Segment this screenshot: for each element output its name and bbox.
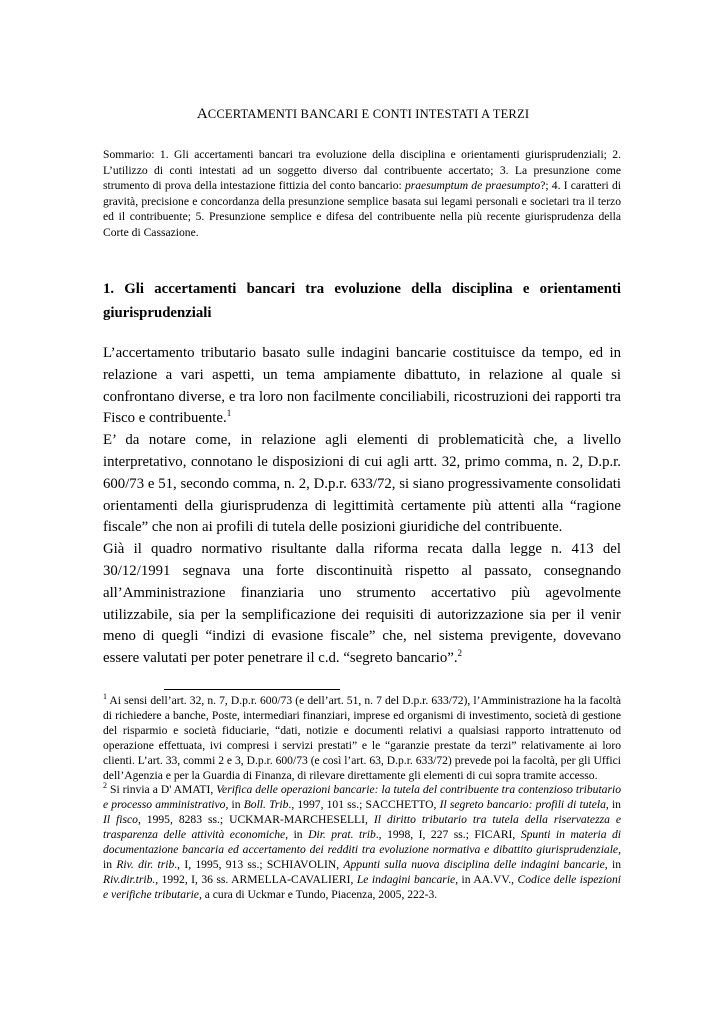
body-text <box>103 343 621 670</box>
paragraph-3 <box>103 539 621 670</box>
summary <box>103 147 621 241</box>
footnote-2-text: , in <box>285 828 309 842</box>
footnote-ref-2[interactable]: 2 <box>457 648 463 659</box>
footnote-2-citation: Il fisco <box>103 813 138 827</box>
footnote-2-text: Si rinvia a D' AMATI, <box>107 783 217 797</box>
footnote-2-text: ., 1997, 101 ss.; SACCHETTO, <box>288 798 440 812</box>
footnote-ref-1[interactable]: 1 <box>226 408 232 419</box>
footnote-2-text: in AA.VV., <box>458 872 518 886</box>
footnote-2-text: , in <box>103 843 621 871</box>
footnote-2-citation: Il diritto tributario tra tutela della riservatezza e trasparenza delle attività economiche <box>103 813 621 842</box>
footnote-2-text: , in <box>605 798 621 812</box>
footnote-mark-2: 2 <box>103 781 107 791</box>
footnote-2-citation: Spunti in materia di documentazione bancaria ed accertamento dei redditi tra evoluzione normativa e dibattito giurisprudenziale <box>103 828 622 857</box>
document-title <box>103 106 623 123</box>
footnote-2 <box>103 783 621 902</box>
paragraph-1 <box>103 343 621 430</box>
summary-text-end: ?; 4. I caratteri di gravità, precisione e concordanza della presunzione semplice basata sui legami personali e societari tra il terzo ed il contribuente; 5. Presunzione semplice e difesa del contribuente nella più recente giurisprudenza della Corte di Cassazione. <box>103 179 621 239</box>
paragraph-1-text: L’accertamento tributario basato sulle indagini bancarie costituisce da tempo, ed in relazione a vari aspetti, un tema ampiamente dibattuto, in relazione al quale si confrontano diverse, e tra loro non facilmente conciliabili, ricostruzioni dei rapporti tra Fisco e contribuente. <box>103 345 621 427</box>
footnote-2-citation: Verifica delle operazioni bancarie: la tutela del contribuente tra contenzioso tributario e processo amministrativo <box>103 783 621 812</box>
footnote-2-text: a cura di Uckmar e Tundo, Piacenza, 2005, 222-3. <box>201 887 438 901</box>
footnote-2-text: ., I, 1995, 913 ss.; SCHIAVOLIN, <box>174 857 344 871</box>
footnote-2-citation: Il segreto bancario: profili di tutela <box>439 798 606 812</box>
footnote-2-citation: Riv.dir.trib. <box>103 872 156 886</box>
footnotes <box>103 694 621 903</box>
title-initial: A <box>196 106 208 122</box>
footnote-1 <box>103 694 621 783</box>
summary-italic: praesumptum de praesumpto <box>404 179 541 193</box>
footnote-2-text: , 1992, I, 36 ss. ARMELLA-CAVALIERI, <box>155 872 357 886</box>
footnote-2-citation: Le indagini bancarie, <box>356 872 459 886</box>
footnote-2-text: , in <box>225 798 244 812</box>
section-heading: 1. Gli accertamenti bancari tra evoluzione della disciplina e orientamenti giurisprudenziali <box>103 281 621 321</box>
footnote-mark-1: 1 <box>103 692 107 702</box>
footnote-2-citation: Appunti sulla nuova disciplina delle indagini bancarie <box>343 857 605 871</box>
summary-text: Sommario: 1. Gli accertamenti bancari tra evoluzione della disciplina e orientamenti giurisprudenziali; 2. L’utilizzo di conti intestati ad un soggetto diverso dal contribuente accertato; 3. La presunzione come strumento di prova della intestazione fittizia del conto bancario: <box>103 148 621 193</box>
footnote-2-citation: Dir. prat. trib <box>308 828 376 842</box>
footnote-2-citation: Boll. Trib <box>243 798 289 812</box>
footnote-2-citation: Riv. dir. trib <box>116 857 175 871</box>
footnote-1-text: Ai sensi dell’art. 32, n. 7, D.p.r. 600/73 (e dell’art. 51, n. 7 del D.p.r. 633/72), l’Amministrazione ha la facoltà di richiedere a banche, Poste, intermediari finanziari, imprese ed organismi di investimento, società di gestione del risparmio e società fiduciarie, “dati, notizie e documenti relativi a qualsiasi rapporto intrattenuto od operazione effettuata, ivi compresi i servizi prestati” e le “garanzie prestate da terzi” relativamente ai loro clienti. L’art. 33, commi 2 e 3, D.p.r. 600/73 (e così l’art. 63, D.p.r. 633/72) prevede poi la facoltà, per gli Uffici dell’Agenzia e per la Guardia di Finanza, di rilevare direttamente gli elementi di cui sopra tramite accesso. <box>103 694 621 782</box>
paragraph-3-text: Già il quadro normativo risultante dalla riforma recata dalla legge n. 413 del 30/12/1991 segnava una forte discontinuità rispetto al passato, consegnando all’Amministrazione finanziaria uno strumento accertativo più agevolmente utilizzabile, sia per la semplificazione dei requisiti di autorizzazione sia per il venir meno di quegli “indizi di evasione fiscale” che, nel sistema previgente, dovevano essere valutati per poter penetrare il c.d. “segreto bancario”. <box>103 541 621 667</box>
footnote-2-text: , in <box>604 857 621 871</box>
footnote-2-citation: Codice delle ispezioni e verifiche tributarie, <box>103 872 621 901</box>
title-rest: CCERTAMENTI BANCARI E CONTI INTESTATI A TERZI <box>207 107 530 121</box>
paragraph-2: E’ da notare come, in relazione agli elementi di problematicità che, a livello interpretativo, connotano le disposizioni di cui agli artt. 32, primo comma, n. 2, D.p.r. 600/73 e 51, secondo comma, n. 2, D.p.r. 633/72, si siano progressivamente consolidati orientamenti della giurisprudenza di legittimità certamente più attenti alla “ragione fiscale” che non ai profili di tutela delle posizioni giuridiche del contribuente. <box>103 432 621 536</box>
footnote-2-text: ., 1998, I, 227 ss.; FICARI, <box>375 828 521 842</box>
footnote-separator <box>164 689 340 690</box>
footnote-2-text: , 1995, 8283 ss.; UCKMAR-MARCHESELLI, <box>137 813 374 827</box>
